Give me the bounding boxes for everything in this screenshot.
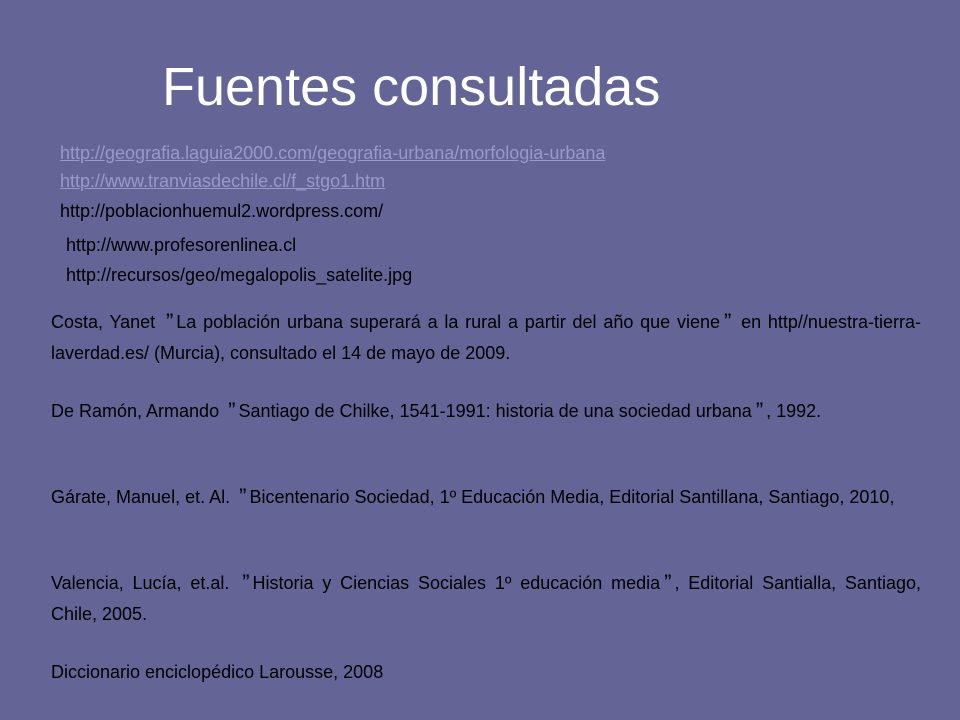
reference-larousse: Diccionario enciclopédico Larousse, 2008 — [51, 662, 384, 682]
reference-de-ramon — [51, 395, 921, 427]
open-quote: ” — [165, 309, 174, 334]
link-poblacion-huemul: http://poblacionhuemul2.wordpress.com/ — [60, 201, 384, 221]
open-quote: ” — [242, 570, 250, 595]
close-quote: ” — [664, 570, 672, 595]
link-geografia-laguia[interactable]: http://geografia.laguia2000.com/geografia-urbana/morfologia-urbana — [60, 143, 606, 163]
reference-valencia — [51, 567, 921, 630]
link-profesor-en-linea: http://www.profesorenlinea.cl — [66, 235, 297, 255]
reference-garate — [51, 481, 921, 513]
link-megalopolis-satelite: http://recursos/geo/megalopolis_satelite.jpg — [66, 265, 413, 285]
reference-author: Valencia, Lucía, et.al. — [51, 573, 230, 593]
reference-work-title: Santiago de Chilke, 1541-1991: historia de una sociedad urbana — [238, 401, 752, 421]
slide-title: Fuentes consultadas — [162, 57, 661, 117]
reference-work-title: Historia y Ciencias Sociales 1º educación media — [252, 573, 661, 593]
open-quote: ” — [239, 484, 247, 509]
close-quote: ” — [724, 309, 732, 334]
reference-author: De Ramón, Armando — [51, 401, 220, 421]
reference-author: Costa, Yanet — [51, 312, 156, 332]
reference-costa — [51, 306, 921, 369]
open-quote: ” — [228, 398, 236, 423]
reference-details: en http//nuestra-tierra-laverdad.es/ (Murcia), consultado el 14 de mayo de 2009. — [51, 312, 921, 363]
reference-details: , 1992. — [766, 401, 822, 421]
reference-author: Gárate, Manuel, et. Al. — [51, 487, 231, 507]
close-quote: ” — [755, 398, 764, 423]
link-tranvias-de-chile[interactable]: http://www.tranviasdechile.cl/f_stgo1.htm — [60, 171, 386, 191]
reference-work-title: Bicentenario Sociedad, 1º Educación Media, Editorial Santillana, Santiago, 2010, — [249, 487, 895, 507]
reference-details: , Editorial Santialla, Santiago, Chile, 2005. — [51, 573, 921, 624]
reference-work-title: La población urbana superará a la rural a partir del año que viene — [176, 312, 720, 332]
